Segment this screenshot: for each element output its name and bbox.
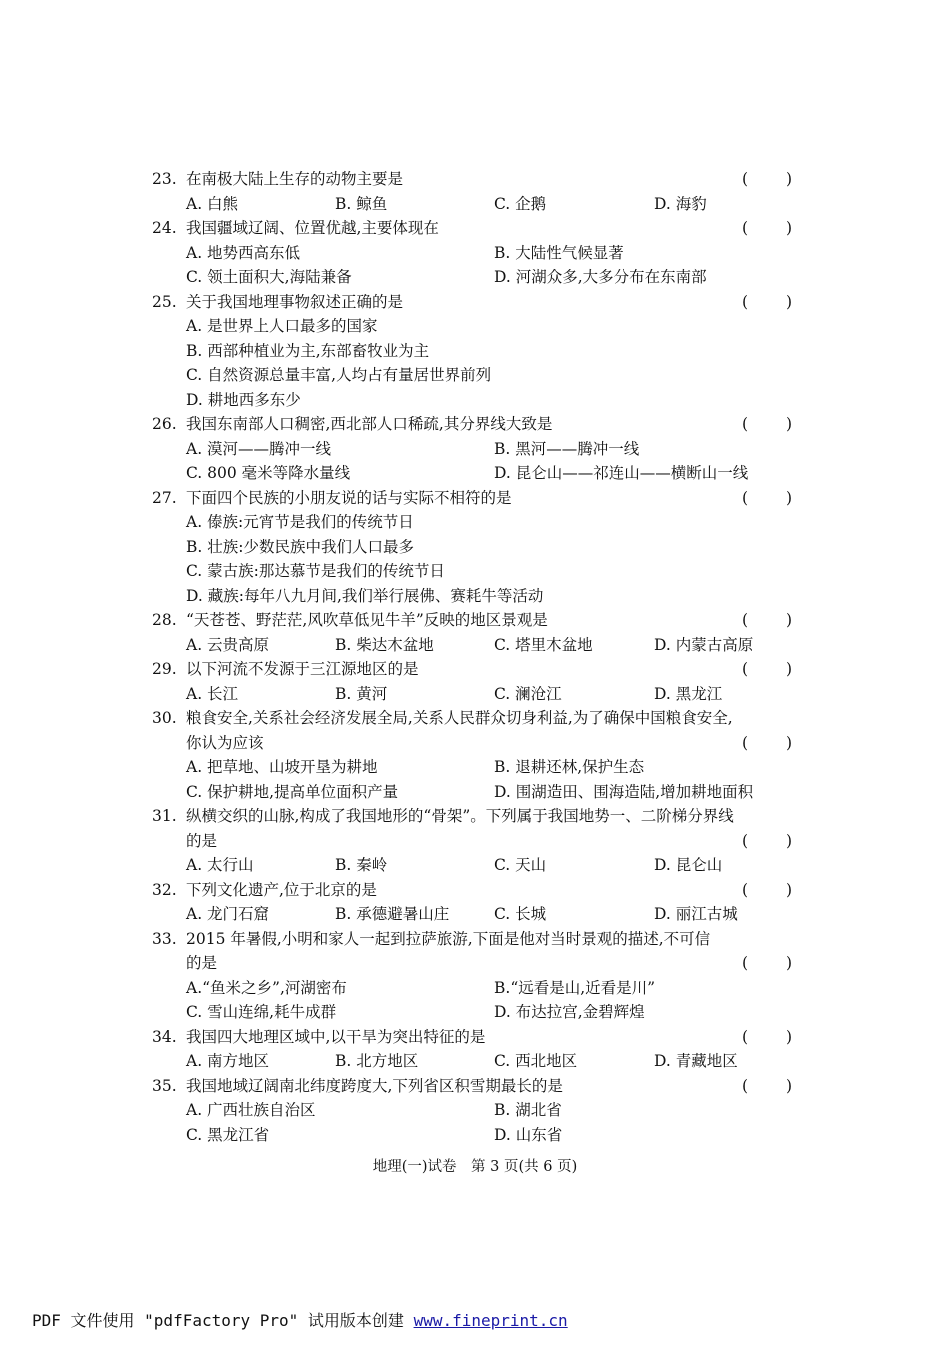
options-row [152, 1049, 792, 1074]
option-d: D. 山东省 [494, 1125, 563, 1144]
question-stem-line [152, 486, 792, 511]
question-29 [152, 657, 792, 706]
options-row [152, 314, 792, 339]
paren-close: ) [785, 415, 792, 433]
paren-open: ( [742, 488, 749, 507]
page-footer: 地理(一)试卷 第 3 页(共 6 页) [372, 1159, 578, 1175]
options-row [152, 1098, 792, 1123]
question-stem: 关于我国地理事物叙述正确的是 [186, 292, 404, 311]
paren-open: ( [742, 880, 749, 899]
question-number: 31. [152, 807, 177, 825]
answer-blank[interactable] [742, 608, 792, 633]
options-row [152, 976, 792, 1001]
option-d: D. 内蒙古高原 [654, 635, 754, 654]
question-stem: 的是 [186, 954, 218, 972]
option-a: A. 把草地、山坡开垦为耕地 [186, 758, 378, 776]
option-b: B. 大陆性气候显著 [494, 243, 624, 262]
option-a: A. 太行山 [186, 856, 254, 874]
option-a: A. 漠河——腾冲一线 [186, 439, 332, 458]
paren-open: ( [742, 954, 749, 972]
options-row [152, 853, 792, 878]
answer-blank[interactable] [742, 951, 792, 976]
paren-open: ( [742, 733, 749, 752]
question-number: 32. [152, 880, 177, 899]
question-stem: 的是 [186, 831, 218, 850]
options-row [152, 780, 792, 805]
answer-blank[interactable] [742, 829, 792, 854]
option-b: B. 鲸鱼 [335, 194, 388, 213]
option-d: D. 藏族:每年八九月间,我们举行展佛、赛耗牛等活动 [186, 586, 544, 605]
question-stem-line [152, 804, 792, 829]
question-34 [152, 1025, 792, 1074]
question-stem: 下列文化遗产,位于北京的是 [186, 880, 377, 899]
paren-open: ( [742, 1027, 749, 1046]
question-24 [152, 216, 792, 290]
option-c: C. 澜沧江 [494, 684, 562, 703]
paren-close: ) [785, 1027, 792, 1046]
options-row [152, 339, 792, 364]
option-c: C. 塔里木盆地 [494, 635, 593, 654]
question-stem-line [152, 878, 792, 903]
option-a: A. 龙门石窟 [186, 905, 270, 923]
question-32 [152, 878, 792, 927]
answer-blank[interactable] [742, 167, 792, 192]
question-stem: “天苍苍、野茫茫,风吹草低见牛羊”反映的地区景观是 [186, 611, 548, 629]
answer-blank[interactable] [742, 412, 792, 437]
options-row [152, 265, 792, 290]
options-row [152, 682, 792, 707]
paren-open: ( [742, 831, 749, 850]
options-row [152, 461, 792, 486]
question-35 [152, 1074, 792, 1148]
answer-blank[interactable] [742, 216, 792, 241]
options-row [152, 363, 792, 388]
answer-blank[interactable] [742, 486, 792, 511]
question-stem: 我国地域辽阔南北纬度跨度大,下列省区积雪期最长的是 [186, 1076, 563, 1095]
paren-close: ) [785, 611, 792, 629]
question-25 [152, 290, 792, 413]
option-b: B. 承德避暑山庄 [335, 905, 450, 923]
question-number: 25. [152, 292, 177, 311]
question-stem: 我国四大地理区域中,以干旱为突出特征的是 [186, 1027, 486, 1046]
question-stem: 2015 年暑假,小明和家人一起到拉萨旅游,下面是他对当时景观的描述,不可信 [186, 929, 711, 948]
option-b: B. 黑河——腾冲一线 [494, 439, 640, 458]
question-23 [152, 167, 792, 216]
question-stem-line [152, 1025, 792, 1050]
option-b: B. 湖北省 [494, 1101, 562, 1119]
options-row [152, 633, 792, 658]
paren-open: ( [742, 292, 749, 311]
fineprint-link[interactable]: www.fineprint.cn [413, 1311, 568, 1330]
option-b: B. 黄河 [335, 684, 388, 703]
option-d: D. 河湖众多,大多分布在东南部 [494, 268, 707, 286]
option-b: B. 壮族:少数民族中我们人口最多 [186, 537, 414, 556]
question-30 [152, 706, 792, 804]
option-d: D. 昆仑山 [654, 856, 723, 874]
question-number: 26. [152, 415, 177, 433]
options-row [152, 559, 792, 584]
question-33 [152, 927, 792, 1025]
paren-open: ( [742, 1076, 749, 1095]
option-b: B. 北方地区 [335, 1052, 419, 1070]
paren-close: ) [785, 660, 792, 678]
paren-open: ( [742, 170, 749, 188]
option-a: A. 地势西高东低 [186, 243, 301, 262]
option-a: A. 云贵高原 [186, 635, 270, 654]
paren-open: ( [742, 660, 749, 678]
option-a: A. 白熊 [186, 194, 239, 213]
paren-open: ( [742, 415, 749, 433]
option-c: C. 800 毫米等降水量线 [186, 464, 351, 482]
question-stem-line [152, 731, 792, 756]
question-number: 35. [152, 1076, 177, 1095]
options-row [152, 437, 792, 462]
answer-blank[interactable] [742, 878, 792, 903]
paren-close: ) [785, 880, 792, 899]
pdf-watermark-text: PDF 文件使用 "pdfFactory Pro" 试用版本创建 [32, 1311, 414, 1330]
option-b: B. 退耕还林,保护生态 [494, 758, 645, 776]
options-row [152, 388, 792, 413]
question-stem-line [152, 216, 792, 241]
option-c: C. 蒙古族:那达慕节是我们的传统节日 [186, 562, 445, 580]
pdf-watermark [32, 1308, 568, 1331]
option-d: D. 昆仑山——祁连山——横断山一线 [494, 464, 749, 482]
paren-open: ( [742, 611, 749, 629]
question-stem-line [152, 657, 792, 682]
question-stem: 以下河流不发源于三江源地区的是 [186, 660, 419, 678]
option-c: C. 天山 [494, 856, 547, 874]
option-a: A. 广西壮族自治区 [186, 1101, 316, 1119]
question-stem-line [152, 927, 792, 952]
option-d: D. 青藏地区 [654, 1052, 738, 1070]
question-number: 24. [152, 219, 177, 237]
question-stem-line [152, 951, 792, 976]
option-b: B. 秦岭 [335, 856, 388, 874]
option-c: C. 雪山连绵,耗牛成群 [186, 1003, 337, 1021]
question-list [152, 167, 792, 1147]
paren-close: ) [785, 733, 792, 752]
question-stem-line [152, 608, 792, 633]
option-d: D. 丽江古城 [654, 905, 738, 923]
question-stem: 纵横交织的山脉,构成了我国地形的“骨架”。下列属于我国地势一、二阶梯分界线 [186, 807, 734, 825]
question-number: 34. [152, 1027, 177, 1046]
options-row [152, 192, 792, 217]
option-c: C. 企鹅 [494, 194, 547, 213]
option-d: D. 耕地西多东少 [186, 390, 301, 409]
question-number: 30. [152, 709, 177, 727]
question-stem-line [152, 1074, 792, 1099]
option-a: A. 南方地区 [186, 1052, 270, 1070]
options-row [152, 1000, 792, 1025]
options-row [152, 1123, 792, 1148]
question-number: 28. [152, 611, 177, 629]
question-stem-line [152, 290, 792, 315]
question-stem-line [152, 167, 792, 192]
option-d: D. 布达拉宫,金碧辉煌 [494, 1003, 645, 1021]
option-b: B.“远看是山,近看是川” [494, 978, 656, 997]
option-a: A. 是世界上人口最多的国家 [186, 317, 378, 335]
option-d: D. 黑龙江 [654, 684, 723, 703]
option-b: B. 柴达木盆地 [335, 635, 434, 654]
question-number: 33. [152, 929, 177, 948]
paren-close: ) [785, 831, 792, 850]
question-stem: 下面四个民族的小朋友说的话与实际不相符的是 [186, 488, 512, 507]
answer-blank[interactable] [742, 290, 792, 315]
options-row [152, 510, 792, 535]
option-c: C. 自然资源总量丰富,人均占有量居世界前列 [186, 366, 492, 384]
answer-blank[interactable] [742, 731, 792, 756]
question-number: 27. [152, 488, 177, 507]
paren-close: ) [785, 292, 792, 311]
question-stem: 粮食安全,关系社会经济发展全局,关系人民群众切身利益,为了确保中国粮食安全, [186, 709, 733, 727]
question-stem-line [152, 829, 792, 854]
options-row [152, 535, 792, 560]
paren-open: ( [742, 219, 749, 237]
options-row [152, 584, 792, 609]
option-c: C. 黑龙江省 [186, 1125, 270, 1144]
options-row [152, 241, 792, 266]
option-c: C. 长城 [494, 905, 547, 923]
paren-close: ) [785, 488, 792, 507]
option-c: C. 保护耕地,提高单位面积产量 [186, 782, 399, 801]
options-row [152, 755, 792, 780]
question-27 [152, 486, 792, 609]
paren-close: ) [785, 1076, 792, 1095]
options-row [152, 902, 792, 927]
answer-blank[interactable] [742, 657, 792, 682]
option-c: C. 领土面积大,海陆兼备 [186, 268, 352, 286]
option-a: A. 傣族:元宵节是我们的传统节日 [186, 513, 414, 531]
paren-close: ) [785, 219, 792, 237]
answer-blank[interactable] [742, 1074, 792, 1099]
question-number: 29. [152, 660, 177, 678]
question-number: 23. [152, 170, 177, 188]
paren-close: ) [785, 170, 792, 188]
question-stem-line [152, 412, 792, 437]
answer-blank[interactable] [742, 1025, 792, 1050]
question-stem: 你认为应该 [186, 733, 264, 752]
option-c: C. 西北地区 [494, 1052, 578, 1070]
option-a: A. 长江 [186, 684, 239, 703]
option-d: D. 海豹 [654, 194, 707, 213]
question-28 [152, 608, 792, 657]
option-d: D. 围湖造田、围海造陆,增加耕地面积 [494, 782, 754, 801]
question-stem-line [152, 706, 792, 731]
question-31 [152, 804, 792, 878]
question-stem: 在南极大陆上生存的动物主要是 [186, 170, 404, 188]
question-stem: 我国东南部人口稠密,西北部人口稀疏,其分界线大致是 [186, 415, 553, 433]
option-b: B. 西部种植业为主,东部畜牧业为主 [186, 341, 430, 360]
option-a: A.“鱼米之乡”,河湖密布 [186, 978, 347, 997]
question-26 [152, 412, 792, 486]
paren-close: ) [785, 954, 792, 972]
question-stem: 我国疆域辽阔、位置优越,主要体现在 [186, 219, 439, 237]
